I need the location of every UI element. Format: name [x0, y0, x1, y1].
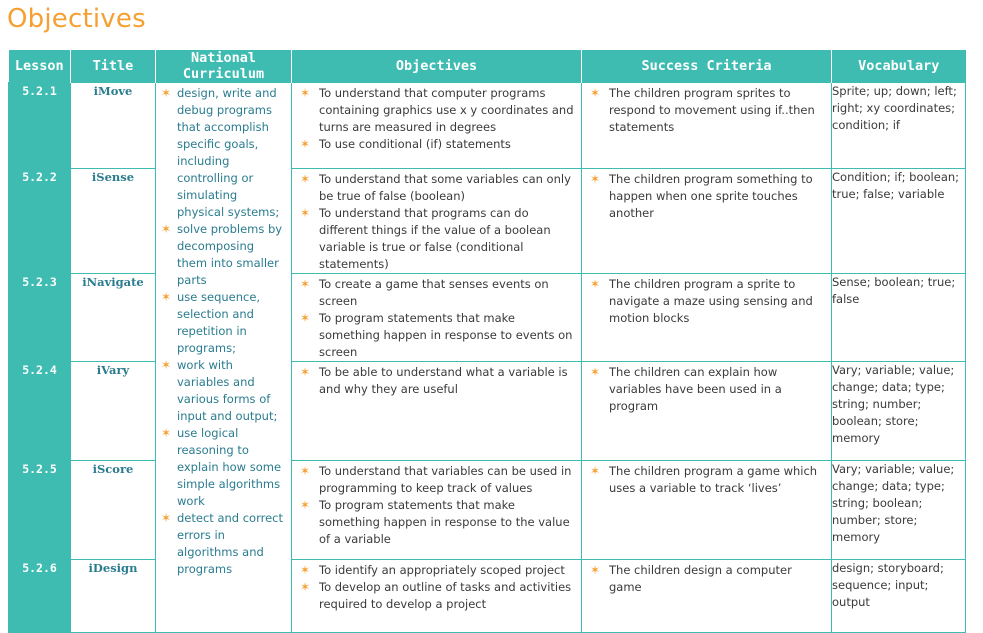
curriculum-list — [156, 83, 291, 578]
asterisk-bullet-icon: ✶ — [161, 358, 172, 372]
list-item-text: To develop an outline of tasks and activities required to develop a project — [319, 580, 572, 611]
list-item-text: To understand that variables can be used in programming to keep track of values — [319, 464, 572, 495]
success-criteria-cell — [582, 362, 832, 461]
lesson-number: 5.2.2 — [9, 169, 71, 274]
success-criteria-list — [582, 169, 831, 222]
list-item-text: To understand that computer programs containing graphics use x y coordinates and turns are measured in degrees — [319, 86, 574, 134]
list-item-text: To understand that some variables can only be true of false (boolean) — [319, 172, 571, 203]
list-item-text: The children program a sprite to navigate a maze using sensing and motion blocks — [609, 277, 813, 325]
list-item-text: use logical reasoning to explain how some simple algorithms work — [177, 426, 282, 508]
success-criteria-cell — [582, 83, 832, 169]
asterisk-bullet-icon: ✶ — [590, 277, 601, 291]
asterisk-bullet-icon: ✶ — [590, 172, 601, 186]
list-item-text: solve problems by decomposing them into smaller parts — [177, 222, 283, 287]
list-item — [582, 463, 827, 497]
page-title: Objectives — [7, 4, 146, 34]
list-item — [292, 85, 577, 136]
list-item — [582, 171, 827, 222]
vocabulary-cell: Condition; if; boolean; true; false; variable — [832, 169, 966, 274]
asterisk-bullet-icon: ✶ — [300, 464, 311, 478]
asterisk-bullet-icon: ✶ — [300, 311, 311, 325]
objectives-list — [292, 362, 581, 398]
objectives-list — [292, 274, 581, 361]
list-item-text: use sequence, selection and repetition in programs; — [177, 290, 261, 355]
list-item-text: To understand that programs can do different things if the value of a boolean variable is true or false (conditional statements) — [319, 206, 551, 271]
list-item-text: To create a game that senses events on screen — [319, 277, 549, 308]
objectives-cell — [292, 461, 582, 560]
list-item-text: The children program a game which uses a variable to track ‘lives’ — [609, 464, 818, 495]
lesson-title: iScore — [71, 461, 156, 560]
objectives-list — [292, 461, 581, 548]
success-criteria-cell — [582, 461, 832, 560]
table-row — [9, 169, 966, 274]
header-title: Title — [71, 50, 156, 83]
lesson-number: 5.2.5 — [9, 461, 71, 560]
list-item — [582, 364, 827, 415]
asterisk-bullet-icon: ✶ — [300, 580, 311, 594]
list-item-text: To identify an appropriately scoped project — [319, 563, 565, 577]
list-item-text: To program statements that make something happen in response to events on screen — [319, 311, 573, 359]
list-item — [292, 364, 577, 398]
list-item — [292, 171, 577, 205]
objectives-cell — [292, 274, 582, 362]
lesson-number: 5.2.6 — [9, 560, 71, 633]
list-item — [582, 276, 827, 327]
list-item-text: To be able to understand what a variable is and why they are useful — [319, 365, 568, 396]
list-item — [292, 276, 577, 310]
success-criteria-cell — [582, 560, 832, 633]
objectives-list — [292, 169, 581, 273]
list-item — [582, 85, 827, 136]
lesson-title: iNavigate — [71, 274, 156, 362]
lesson-number: 5.2.4 — [9, 362, 71, 461]
list-item-text: The children program something to happen when one sprite touches another — [609, 172, 813, 220]
asterisk-bullet-icon: ✶ — [161, 222, 172, 236]
asterisk-bullet-icon: ✶ — [161, 511, 172, 525]
asterisk-bullet-icon: ✶ — [300, 277, 311, 291]
list-item-text: To program statements that make something happen in response to the value of a variable — [319, 498, 570, 546]
objectives-cell — [292, 83, 582, 169]
lesson-title: iSense — [71, 169, 156, 274]
list-item — [156, 425, 287, 510]
asterisk-bullet-icon: ✶ — [300, 137, 311, 151]
list-item — [156, 289, 287, 357]
asterisk-bullet-icon: ✶ — [590, 365, 601, 379]
objectives-list — [292, 560, 581, 613]
list-item-text: The children can explain how variables have been used in a program — [609, 365, 782, 413]
asterisk-bullet-icon: ✶ — [300, 365, 311, 379]
list-item — [292, 310, 577, 361]
success-criteria-list — [582, 560, 831, 596]
lesson-title: iMove — [71, 83, 156, 169]
list-item — [292, 136, 577, 153]
asterisk-bullet-icon: ✶ — [300, 172, 311, 186]
list-item-text: The children program sprites to respond to movement using if..then statements — [609, 86, 815, 134]
asterisk-bullet-icon: ✶ — [300, 563, 311, 577]
asterisk-bullet-icon: ✶ — [161, 290, 172, 304]
objectives-list — [292, 83, 581, 153]
lesson-number: 5.2.1 — [9, 83, 71, 169]
list-item — [292, 579, 577, 613]
header-curriculum: National Curriculum — [156, 50, 292, 83]
list-item — [156, 221, 287, 289]
asterisk-bullet-icon: ✶ — [300, 206, 311, 220]
vocabulary-cell: Vary; variable; value; change; data; type; string; number; boolean; store; memory — [832, 362, 966, 461]
objectives-cell — [292, 362, 582, 461]
vocabulary-cell: Sprite; up; down; left; right; xy coordinates; condition; if — [832, 83, 966, 169]
list-item — [292, 463, 577, 497]
table-row — [9, 83, 966, 169]
list-item-text: The children design a computer game — [609, 563, 792, 594]
asterisk-bullet-icon: ✶ — [300, 86, 311, 100]
vocabulary-cell: Vary; variable; value; change; data; type; string; boolean; number; store; memory — [832, 461, 966, 560]
list-item-text: detect and correct errors in algorithms and programs — [177, 511, 284, 576]
success-criteria-cell — [582, 169, 832, 274]
asterisk-bullet-icon: ✶ — [590, 86, 601, 100]
objectives-cell — [292, 169, 582, 274]
list-item — [156, 357, 287, 425]
lesson-number: 5.2.3 — [9, 274, 71, 362]
table-row — [9, 461, 966, 560]
success-criteria-list — [582, 83, 831, 136]
table-row — [9, 362, 966, 461]
vocabulary-cell: design; storyboard; sequence; input; output — [832, 560, 966, 633]
list-item — [156, 510, 287, 578]
header-vocabulary: Vocabulary — [832, 50, 966, 83]
list-item-text: work with variables and various forms of input and output; — [177, 358, 278, 423]
header-success: Success Criteria — [582, 50, 832, 83]
list-item — [292, 562, 577, 579]
lesson-title: iVary — [71, 362, 156, 461]
list-item — [292, 205, 577, 273]
list-item-text: design, write and debug programs that accomplish specific goals, including controlling or simulating physical systems; — [177, 86, 280, 219]
header-objectives: Objectives — [292, 50, 582, 83]
list-item — [582, 562, 827, 596]
list-item — [292, 497, 577, 548]
success-criteria-cell — [582, 274, 832, 362]
asterisk-bullet-icon: ✶ — [590, 563, 601, 577]
table-row — [9, 560, 966, 633]
header-row — [9, 50, 966, 83]
objectives-table — [8, 50, 966, 633]
asterisk-bullet-icon: ✶ — [161, 426, 172, 440]
asterisk-bullet-icon: ✶ — [590, 464, 601, 478]
national-curriculum-cell — [156, 83, 292, 633]
asterisk-bullet-icon: ✶ — [300, 498, 311, 512]
success-criteria-list — [582, 274, 831, 327]
lesson-title: iDesign — [71, 560, 156, 633]
objectives-cell — [292, 560, 582, 633]
list-item-text: To use conditional (if) statements — [319, 137, 511, 151]
success-criteria-list — [582, 362, 831, 415]
table-row — [9, 274, 966, 362]
asterisk-bullet-icon: ✶ — [161, 86, 172, 100]
success-criteria-list — [582, 461, 831, 497]
vocabulary-cell: Sense; boolean; true; false — [832, 274, 966, 362]
list-item — [156, 85, 287, 221]
header-lesson: Lesson — [9, 50, 71, 83]
